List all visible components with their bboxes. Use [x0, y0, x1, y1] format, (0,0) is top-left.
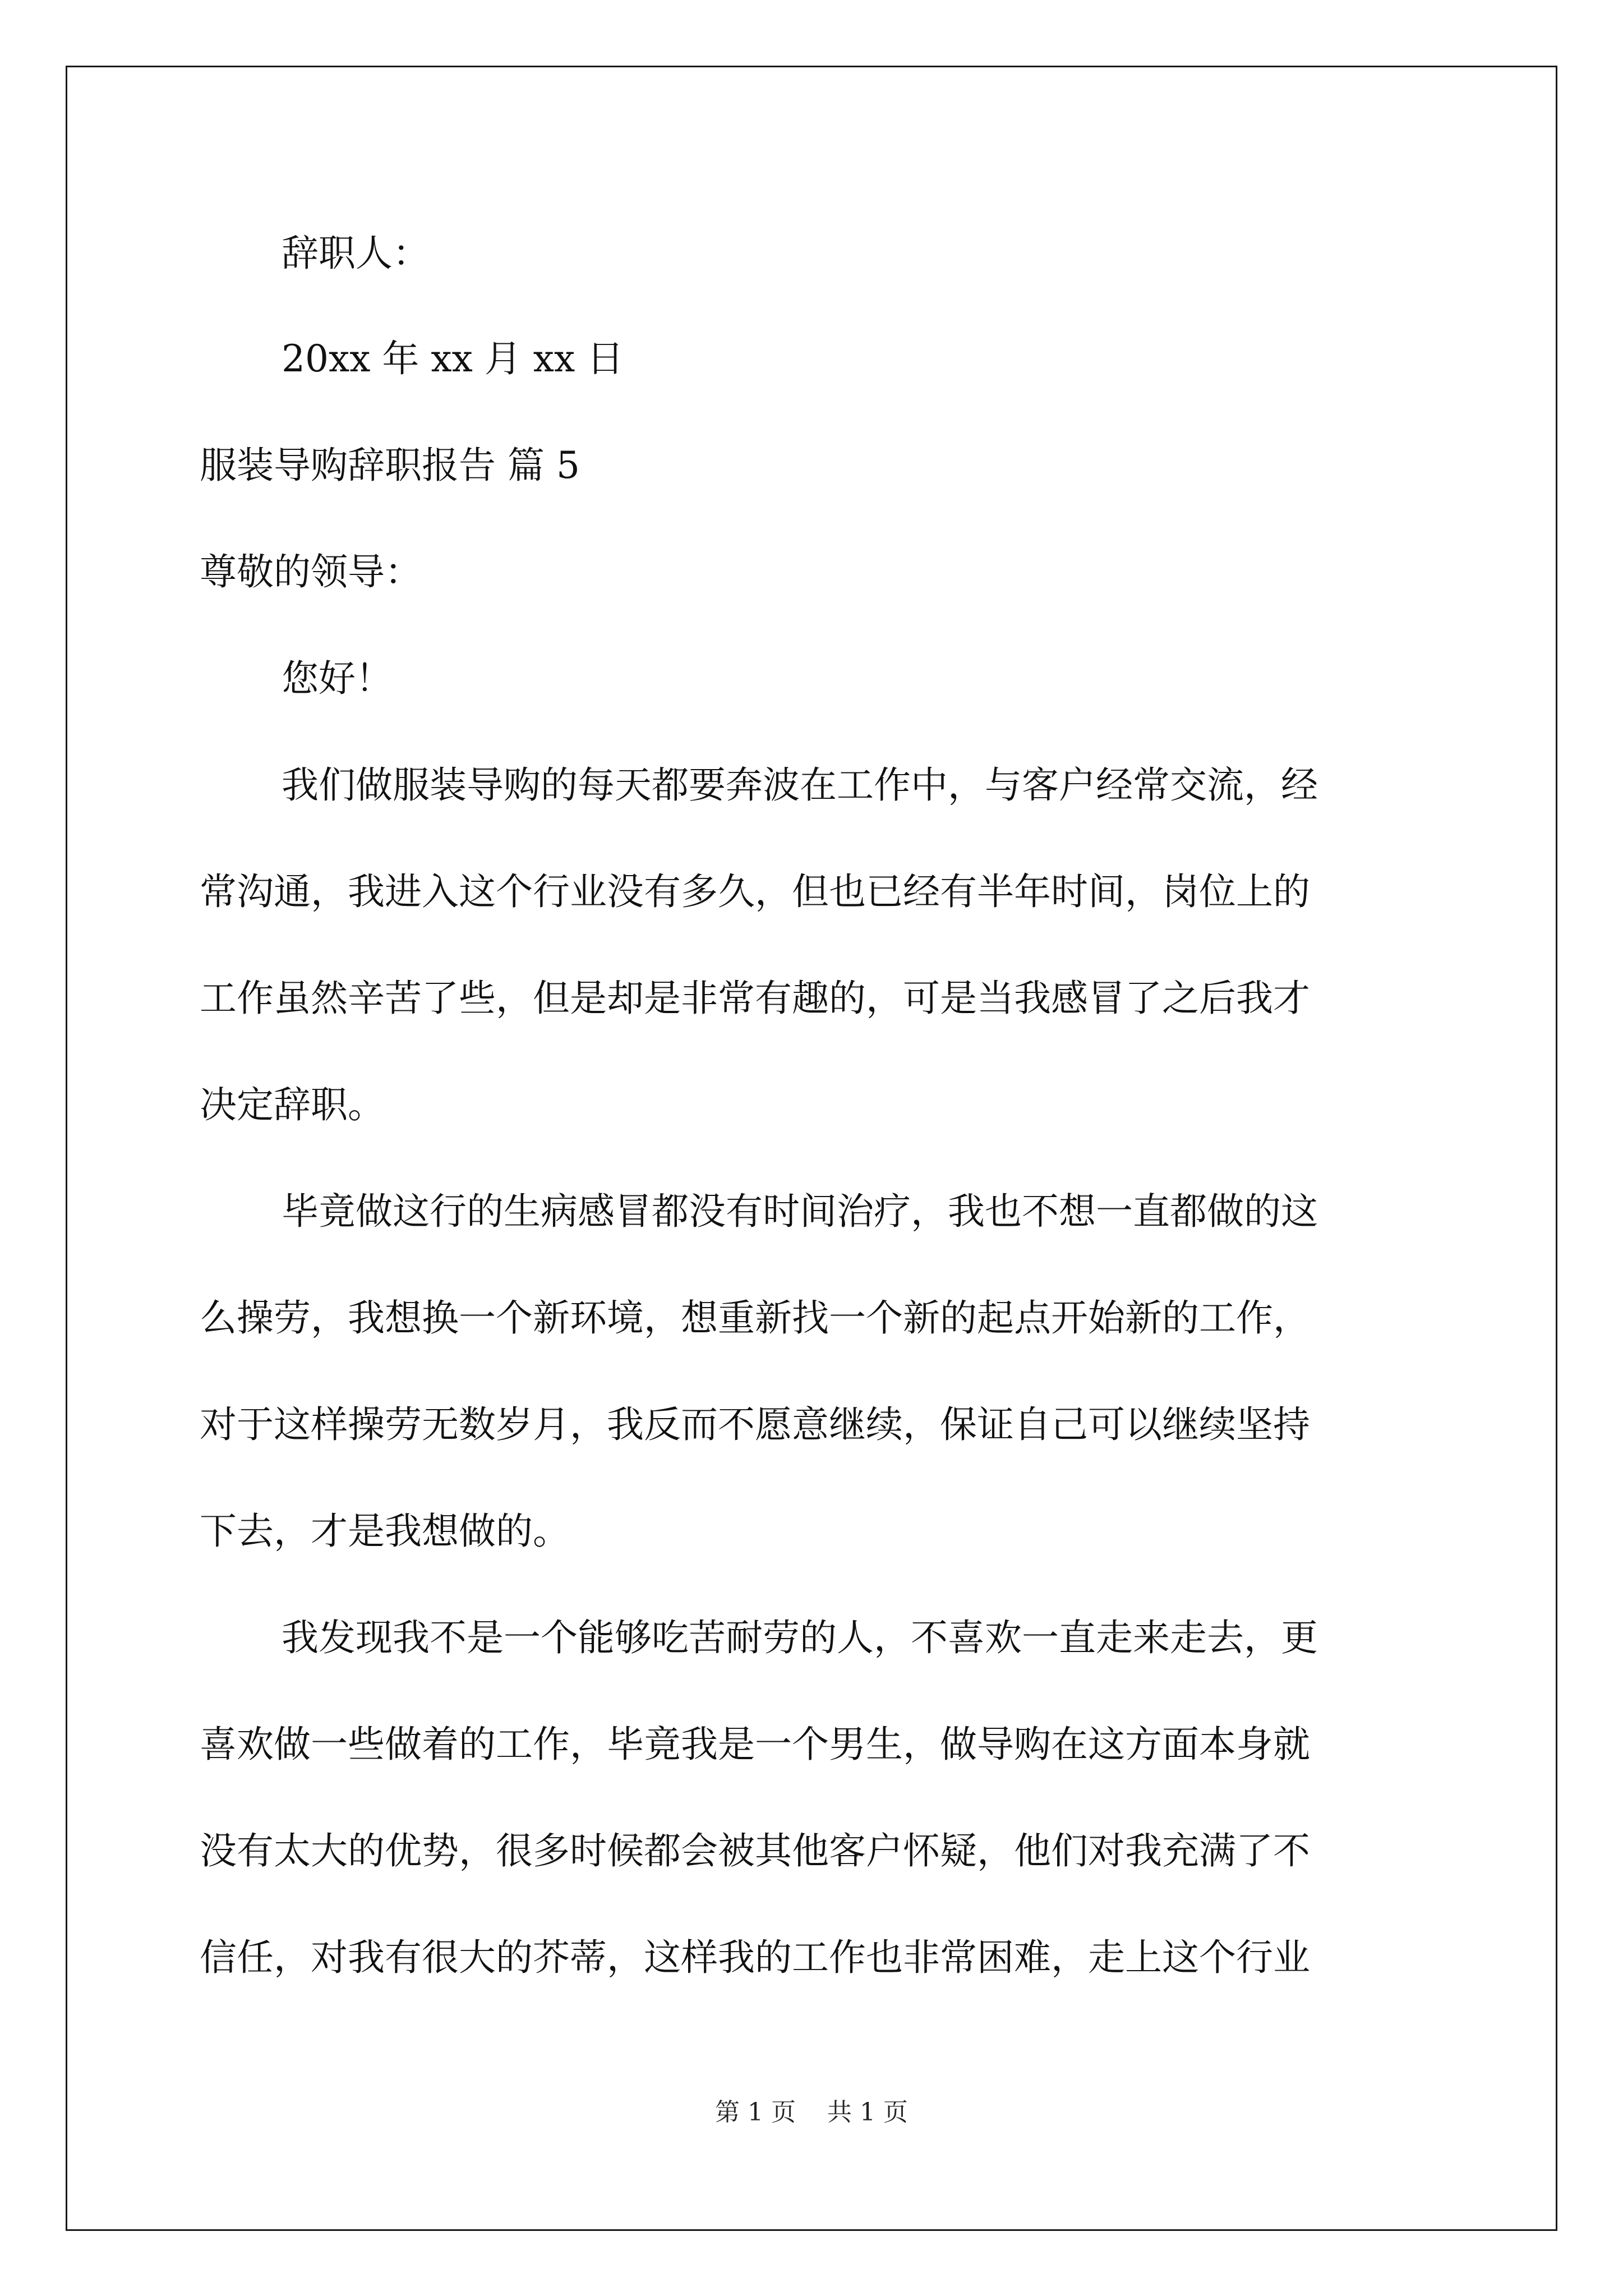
page-total: 共 1 页 — [827, 2098, 908, 2127]
greeting: 您好！ — [282, 657, 393, 700]
body-line: 工作虽然辛苦了些，但是却是非常有趣的，可是当我感冒了之后我才 — [200, 977, 1310, 1020]
body-line: 常沟通，我进入这个行业没有多久，但也已经有半年时间，岗位上的 — [200, 870, 1310, 913]
body-line: 我们做服装导购的每天都要奔波在工作中，与客户经常交流，经 — [282, 763, 1318, 807]
body-line: 下去，才是我想做的。 — [200, 1510, 570, 1553]
body-line: 我发现我不是一个能够吃苦耐劳的人，不喜欢一直走来走去，更 — [282, 1616, 1318, 1659]
page-footer — [0, 2097, 1623, 2128]
section-title: 服装导购辞职报告 篇 5 — [200, 444, 580, 487]
body-line: 么操劳，我想换一个新环境，想重新找一个新的起点开始新的工作， — [200, 1296, 1310, 1340]
body-line: 信任，对我有很大的芥蒂，这样我的工作也非常困难，走上这个行业 — [200, 1936, 1310, 1979]
body-line: 对于这样操劳无数岁月，我反而不愿意继续，保证自己可以继续坚持 — [200, 1403, 1310, 1446]
body-line: 没有太大的优势，很多时候都会被其他客户怀疑，他们对我充满了不 — [200, 1829, 1310, 1872]
page-border — [66, 66, 1557, 2231]
salutation: 尊敬的领导： — [200, 550, 422, 593]
body-line: 毕竟做这行的生病感冒都没有时间治疗，我也不想一直都做的这 — [282, 1190, 1318, 1233]
signer-label: 辞职人： — [282, 232, 430, 275]
page-number: 第 1 页 — [715, 2098, 796, 2127]
date-line: 20xx 年 xx 月 xx 日 — [282, 337, 624, 380]
body-line: 喜欢做一些做着的工作，毕竟我是一个男生，做导购在这方面本身就 — [200, 1723, 1310, 1766]
body-line: 决定辞职。 — [200, 1083, 385, 1126]
